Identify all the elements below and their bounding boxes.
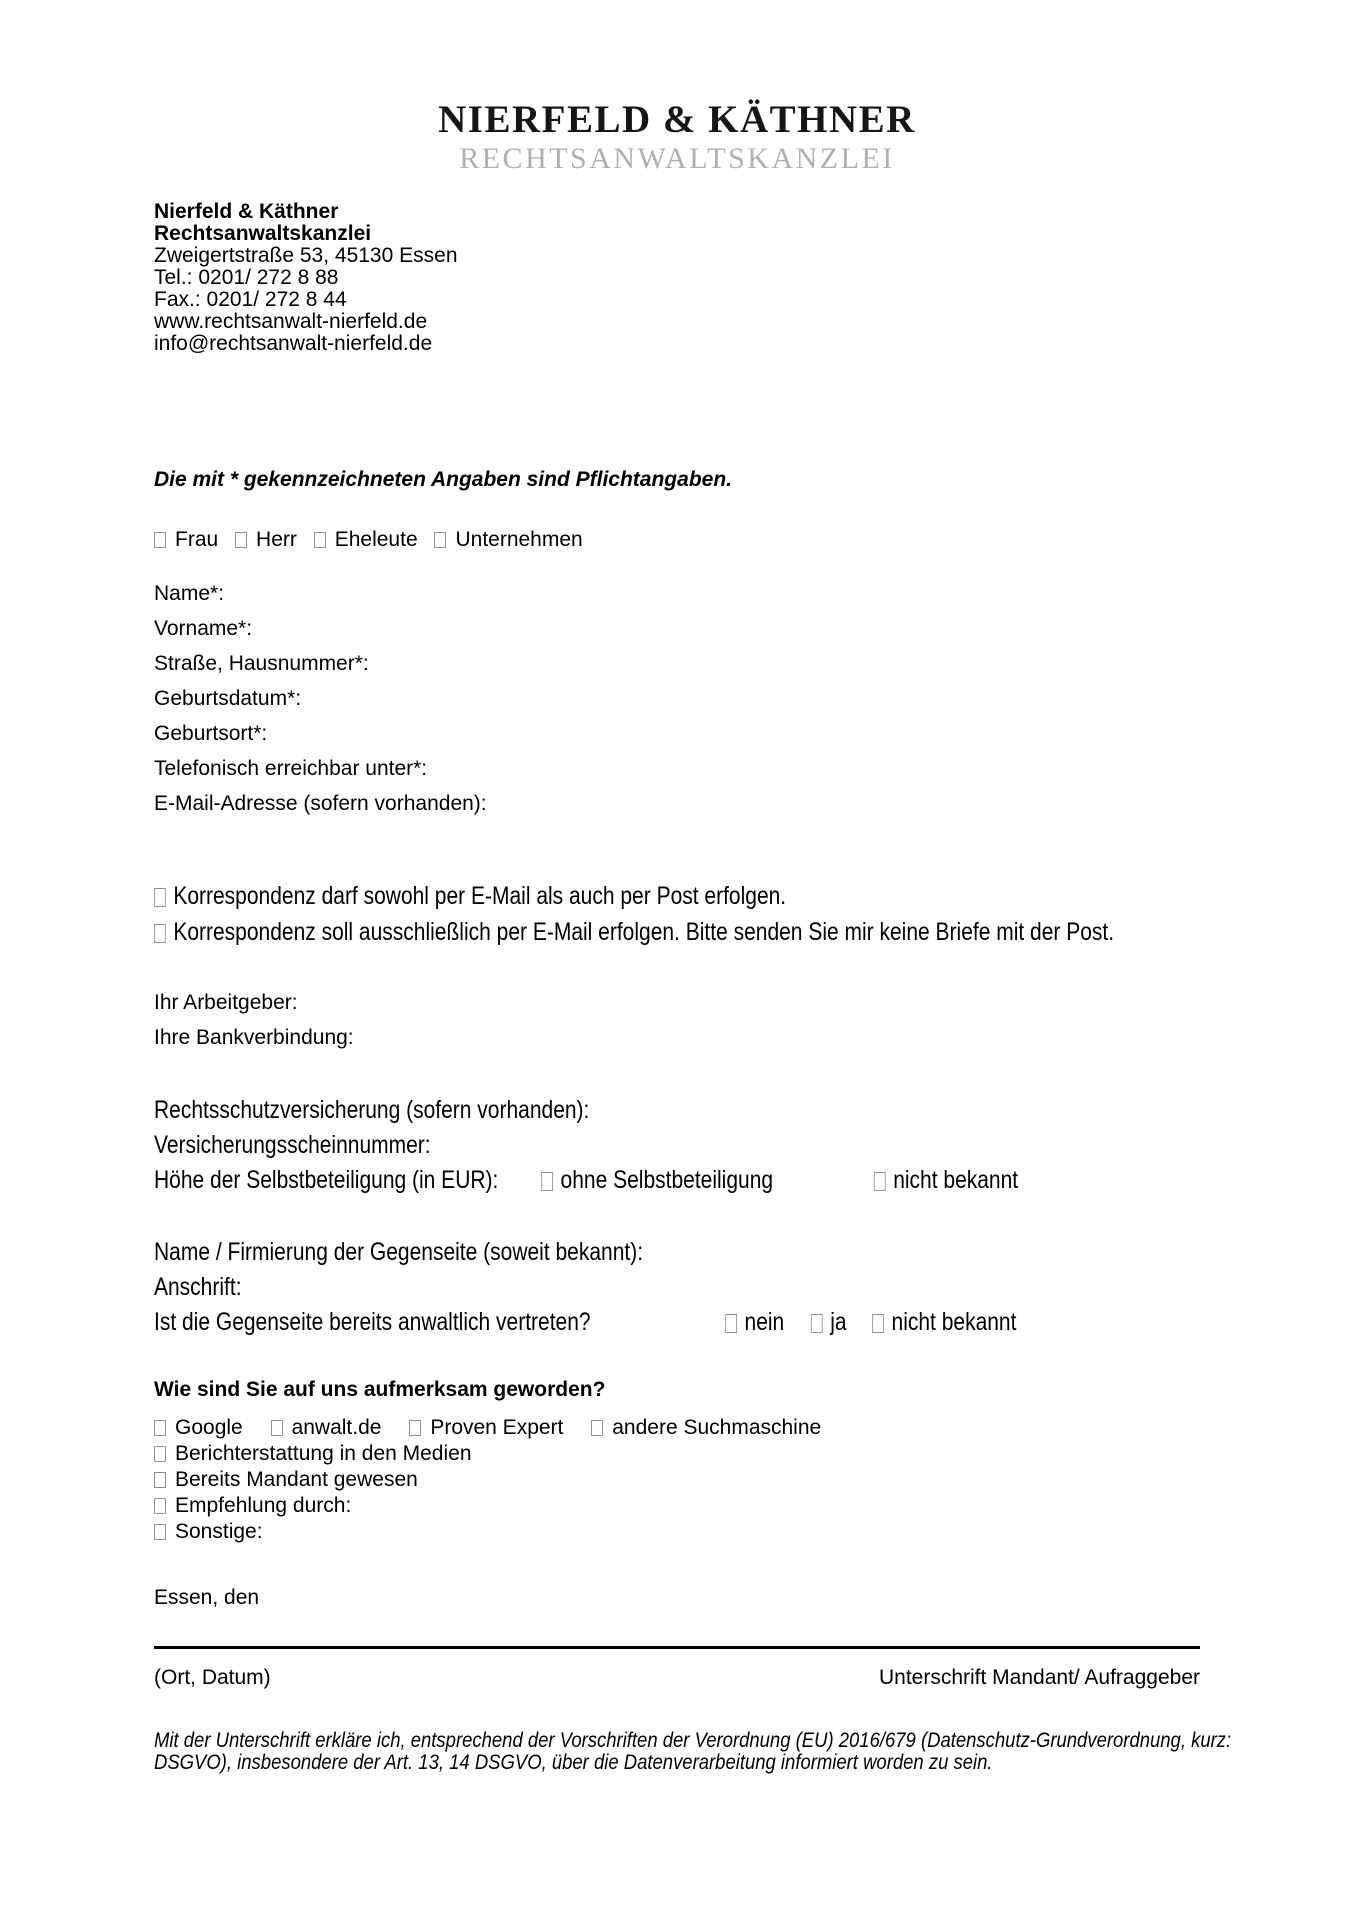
checkbox-unternehmen[interactable] — [434, 532, 446, 548]
caption-unterschrift: Unterschrift Mandant/ Aufraggeber — [878, 1666, 1200, 1689]
contact-street: Zweigertstraße 53, 45130 Essen — [154, 244, 458, 267]
dsgvo-footer — [154, 1730, 1231, 1774]
field-gegenseite-name: Name / Firmierung der Gegenseite (soweit bekannt): — [154, 1238, 644, 1266]
contact-name: Nierfeld & Käthner — [154, 200, 339, 223]
field-arbeitgeber: Ihr Arbeitgeber: — [154, 991, 298, 1014]
salutation-label-unternehmen: Unternehmen — [455, 528, 583, 551]
firm-logo-subtitle: RECHTSANWALTSKANZLEI — [459, 142, 895, 175]
checkbox-korrespondenz-email-und-post[interactable] — [154, 888, 166, 907]
checkbox-quelle-proven-expert[interactable] — [409, 1420, 421, 1436]
field-rechtsschutz: Rechtsschutzversicherung (sofern vorhanden): — [154, 1096, 590, 1124]
checkbox-korrespondenz-nur-email[interactable] — [154, 924, 166, 943]
korrespondenz-option-1: Korrespondenz darf sowohl per E-Mail als auch per Post erfolgen. — [173, 882, 787, 910]
vertreten-row — [154, 1305, 1017, 1340]
checkbox-vertreten-nein[interactable] — [725, 1314, 737, 1333]
korrespondenz-option-2: Korrespondenz soll ausschließlich per E-Mail erfolgen. Bitte senden Sie mir keine Briefe mit der Post. — [173, 918, 1115, 946]
mandatory-note: Die mit * gekennzeichneten Angaben sind Pflichtangaben. — [154, 468, 732, 491]
field-geburtsort: Geburtsort*: — [154, 722, 268, 745]
checkbox-quelle-bereits-mandant[interactable] — [154, 1472, 166, 1488]
label-quelle-berichterstattung: Berichterstattung in den Medien — [175, 1442, 472, 1465]
label-vertreten-nicht-bekannt: nicht bekannt — [891, 1308, 1017, 1336]
field-gegenseite-anschrift: Anschrift: — [154, 1273, 242, 1301]
checkbox-quelle-google[interactable] — [154, 1420, 166, 1436]
contact-firm: Rechtsanwaltskanzlei — [154, 222, 372, 245]
dsgvo-footer-line1: Mit der Unterschrift erkläre ich, entsprechend der Vorschriften der Verordnung (EU) 2016/679 (Datenschutz-Grundverordnung, kurz: — [154, 1729, 1232, 1752]
field-bankverbindung: Ihre Bankverbindung: — [154, 1026, 354, 1049]
contact-tel: Tel.: 0201/ 272 8 88 — [154, 266, 339, 289]
personal-fields — [154, 576, 487, 821]
field-geburtsdatum: Geburtsdatum*: — [154, 687, 302, 710]
contact-website: www.rechtsanwalt-nierfeld.de — [154, 310, 428, 333]
checkbox-quelle-andere-suchmaschine[interactable] — [591, 1420, 603, 1436]
label-selbstbeteiligung-nicht-bekannt: nicht bekannt — [893, 1166, 1019, 1194]
correspondence-section — [154, 878, 1297, 950]
checkbox-vertreten-ja[interactable] — [811, 1314, 823, 1333]
field-name: Name*: — [154, 582, 225, 605]
field-versicherungsschein: Versicherungsscheinnummer: — [154, 1131, 431, 1159]
checkbox-quelle-berichterstattung[interactable] — [154, 1446, 166, 1462]
label-vertreten-ja: ja — [830, 1308, 847, 1336]
dsgvo-footer-line2: DSGVO), insbesondere der Art. 13, 14 DSGVO, über die Datenverarbeitung informiert worden zu sein. — [154, 1751, 993, 1774]
label-quelle-anwalt-de: anwalt.de — [291, 1416, 382, 1439]
city-date-line: Essen, den — [154, 1586, 260, 1609]
label-ohne-selbstbeteiligung: ohne Selbstbeteiligung — [560, 1166, 774, 1194]
checkbox-quelle-sonstige[interactable] — [154, 1524, 166, 1540]
checkbox-quelle-empfehlung[interactable] — [154, 1498, 166, 1514]
signature-line — [154, 1646, 1200, 1649]
label-quelle-sonstige: Sonstige: — [175, 1520, 263, 1543]
salutation-label-frau: Frau — [175, 528, 219, 551]
label-vertreten-nein: nein — [744, 1308, 785, 1336]
label-quelle-bereits-mandant: Bereits Mandant gewesen — [175, 1468, 418, 1491]
referral-options — [154, 1415, 843, 1545]
label-quelle-proven-expert: Proven Expert — [430, 1416, 564, 1439]
contact-block — [154, 201, 458, 355]
checkbox-vertreten-nicht-bekannt[interactable] — [872, 1314, 884, 1333]
insurance-section — [154, 1093, 1019, 1198]
field-selbstbeteiligung-label: Höhe der Selbstbeteiligung (in EUR): — [154, 1166, 499, 1194]
salutation-label-eheleute: Eheleute — [334, 528, 418, 551]
checkbox-eheleute[interactable] — [314, 532, 326, 548]
checkbox-ohne-selbstbeteiligung[interactable] — [541, 1172, 553, 1191]
contact-fax: Fax.: 0201/ 272 8 44 — [154, 288, 347, 311]
checkbox-quelle-anwalt-de[interactable] — [271, 1420, 283, 1436]
selbstbeteiligung-row — [154, 1163, 1019, 1198]
contact-email: info@rechtsanwalt-nierfeld.de — [154, 332, 433, 355]
opposing-party-section — [154, 1235, 1017, 1340]
salutation-label-herr: Herr — [256, 528, 297, 551]
signature-captions — [154, 1665, 1200, 1691]
field-vertreten-label: Ist die Gegenseite bereits anwaltlich vertreten? — [154, 1308, 591, 1336]
label-quelle-empfehlung: Empfehlung durch: — [175, 1494, 352, 1517]
field-email: E-Mail-Adresse (sofern vorhanden): — [154, 792, 487, 815]
checkbox-herr[interactable] — [235, 532, 247, 548]
salutation-row — [154, 527, 594, 553]
employer-section — [154, 985, 354, 1055]
field-vorname: Vorname*: — [154, 617, 253, 640]
caption-ort-datum: (Ort, Datum) — [154, 1666, 271, 1689]
label-quelle-andere-suchmaschine: andere Suchmaschine — [612, 1416, 822, 1439]
firm-logo-title: NIERFELD & KÄTHNER — [438, 98, 916, 141]
field-strasse: Straße, Hausnummer*: — [154, 652, 369, 675]
checkbox-selbstbeteiligung-nicht-bekannt[interactable] — [874, 1172, 886, 1191]
field-telefon: Telefonisch erreichbar unter*: — [154, 757, 428, 780]
label-quelle-google: Google — [175, 1416, 243, 1439]
referral-heading: Wie sind Sie auf uns aufmerksam geworden? — [154, 1378, 606, 1401]
checkbox-frau[interactable] — [154, 532, 166, 548]
